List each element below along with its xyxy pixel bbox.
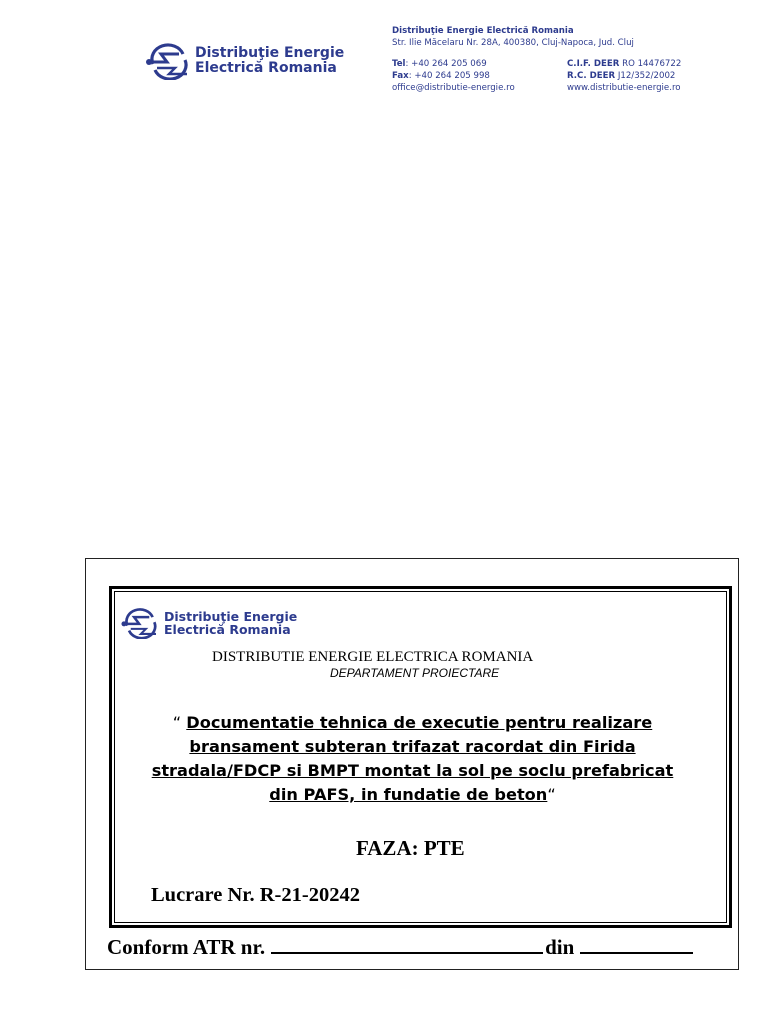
logo-line-2: Electrică Romania	[195, 60, 337, 76]
din-label: din	[545, 935, 575, 959]
letterhead-cif	[567, 58, 681, 71]
title-open-quote: “	[172, 713, 187, 732]
letterhead-fax	[392, 70, 490, 83]
cover-logo-wordmark	[164, 610, 297, 636]
lightning-globe-icon	[145, 42, 191, 80]
cif-label: C.I.F. DEER	[567, 59, 620, 69]
letterhead-email[interactable]: office@distributie-energie.ro	[392, 83, 515, 93]
date-blank	[580, 934, 693, 954]
letterhead-website[interactable]: www.distributie-energie.ro	[567, 83, 681, 93]
letterhead-rc	[567, 70, 675, 83]
cover-company-name: DISTRIBUTIE ENERGIE ELECTRICA ROMANIA	[212, 649, 534, 665]
cover-logo-line-2: Electrică Romania	[164, 622, 291, 637]
cif-value: RO 14476722	[619, 59, 682, 69]
phone-label: Tel	[392, 59, 406, 69]
rc-value: J12/352/2002	[615, 71, 676, 81]
document-title	[140, 711, 685, 807]
cover-logo-line-1: Distribuţie Energie	[164, 608, 298, 624]
phase-label: FAZA: PTE	[356, 836, 465, 860]
atr-line	[107, 934, 693, 960]
lightning-globe-icon	[120, 607, 160, 639]
phone-value: : +40 264 205 069	[405, 59, 487, 69]
work-number: Lucrare Nr. R-21-20242	[151, 884, 360, 906]
title-text: Documentatie tehnica de executie pentru realizare bransament subteran trifazat racordat din Firida stradala/FDCP si BMPT montat la sol pe soclu prefabricat din PAFS, in fundatie de beton	[151, 713, 674, 804]
fax-label: Fax	[392, 71, 409, 81]
letterhead-company-name: Distribuţie Energie Electrică Romania	[392, 26, 574, 36]
atr-number-blank	[271, 934, 543, 954]
logo-line-1: Distribuţie Energie	[195, 45, 345, 62]
letterhead-address: Str. Ilie Măcelaru Nr. 28A, 400380, Cluj-Napoca, Jud. Cluj	[392, 38, 634, 48]
cover-department: DEPARTAMENT PROIECTARE	[330, 666, 500, 680]
company-logo	[145, 42, 344, 80]
title-close-quote: “	[547, 785, 556, 804]
fax-value: : +40 264 205 998	[408, 71, 490, 81]
letterhead-phone	[392, 58, 487, 71]
logo-wordmark	[195, 46, 344, 75]
atr-label: Conform ATR nr.	[107, 935, 266, 959]
cover-logo	[120, 607, 297, 639]
rc-label: R.C. DEER	[567, 71, 616, 81]
